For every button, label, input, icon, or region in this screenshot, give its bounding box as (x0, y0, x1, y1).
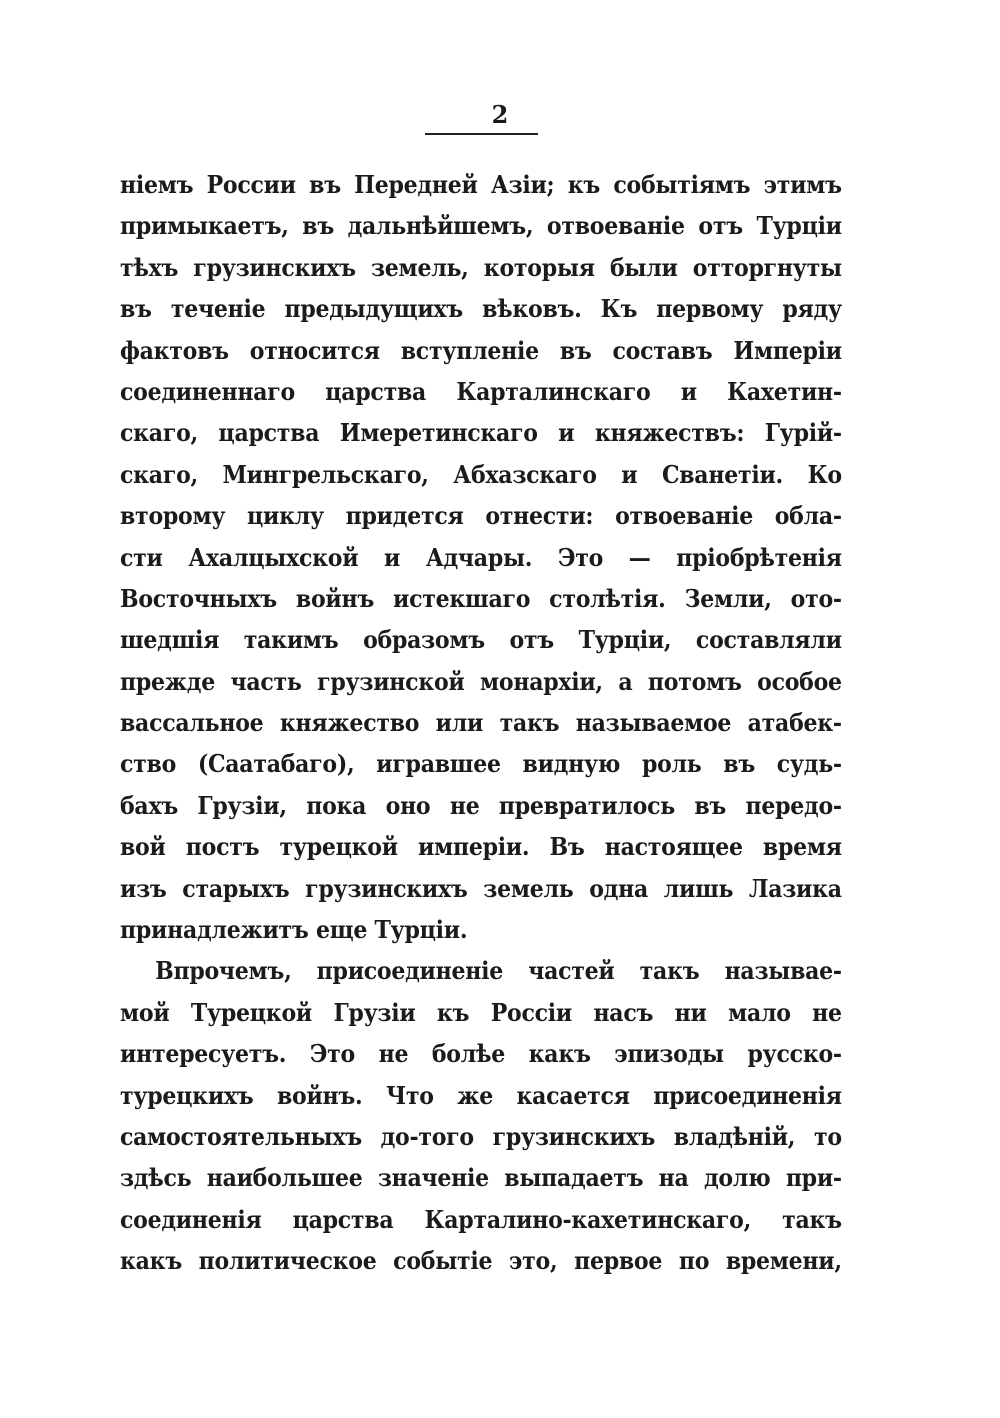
text-line: какъ политическое событіе это, первое по времени, (120, 1246, 842, 1276)
text-line: изъ старыхъ грузинскихъ земель одна лишь Лазика (120, 873, 842, 903)
text-line-paragraph-end: принадлежитъ еще Турціи. (120, 915, 468, 945)
text-line: примыкаетъ, въ дальнѣйшемъ, отвоеваніе отъ Турціи (120, 211, 842, 241)
text-line: сти Ахалцыхской и Адчары. Это — пріобрѣтенія (120, 542, 842, 572)
header-rule (425, 133, 538, 135)
text-line: самостоятельныхъ до-того грузинскихъ владѣній, то (120, 1121, 842, 1151)
text-line: ніемъ России въ Передней Азіи; къ событіямъ этимъ (120, 170, 842, 199)
text-line: фактовъ относится вступленіе въ составъ Имперіи (120, 335, 842, 365)
text-line: ство (Саатабаго), игравшее видную роль въ судь- (120, 749, 842, 779)
text-line: шедшія такимъ образомъ отъ Турціи, составляли (120, 625, 842, 655)
page-number: 2 (491, 100, 509, 129)
text-line: Восточныхъ войнъ истекшаго столѣтія. Земли, ото- (120, 583, 842, 613)
text-line: мой Турецкой Грузіи къ Россіи насъ ни мало не (120, 997, 842, 1027)
text-line: второму циклу придется отнести: отвоеваніе обла- (120, 501, 842, 531)
text-line: скаго, царства Имеретинскаго и княжествъ: Гурій- (120, 418, 842, 448)
text-line: бахъ Грузіи, пока оно не превратилось въ передо- (120, 790, 842, 820)
text-line: вассальное княжество или такъ называемое атабек- (120, 708, 842, 738)
text-line: въ теченіе предыдущихъ вѣковъ. Къ первому ряду (120, 294, 842, 324)
text-line: прежде часть грузинской монархіи, а потомъ особое (120, 666, 842, 696)
text-line: скаго, Мингрельскаго, Абхазскаго и Сванетіи. Ко (120, 459, 842, 489)
text-line: тѣхъ грузинскихъ земель, которыя были отторгнуты (120, 252, 842, 282)
text-line: интересуетъ. Это не болѣе какъ эпизоды русско- (120, 1039, 842, 1069)
text-line: соединенія царства Карталино-кахетинскаго, такъ (120, 1204, 842, 1234)
page-body (120, 164, 842, 1282)
text-line: соединеннаго царства Карталинскаго и Кахетин- (120, 376, 842, 406)
text-line-paragraph-start: Впрочемъ, присоединеніе частей такъ называе- (155, 956, 842, 986)
text-line: турецкихъ войнъ. Что же касается присоединенія (120, 1080, 842, 1110)
text-line: вой постъ турецкой имперіи. Въ настоящее время (120, 832, 842, 862)
text-line: здѣсь наибольшее значеніе выпадаетъ на долю при- (120, 1163, 842, 1193)
